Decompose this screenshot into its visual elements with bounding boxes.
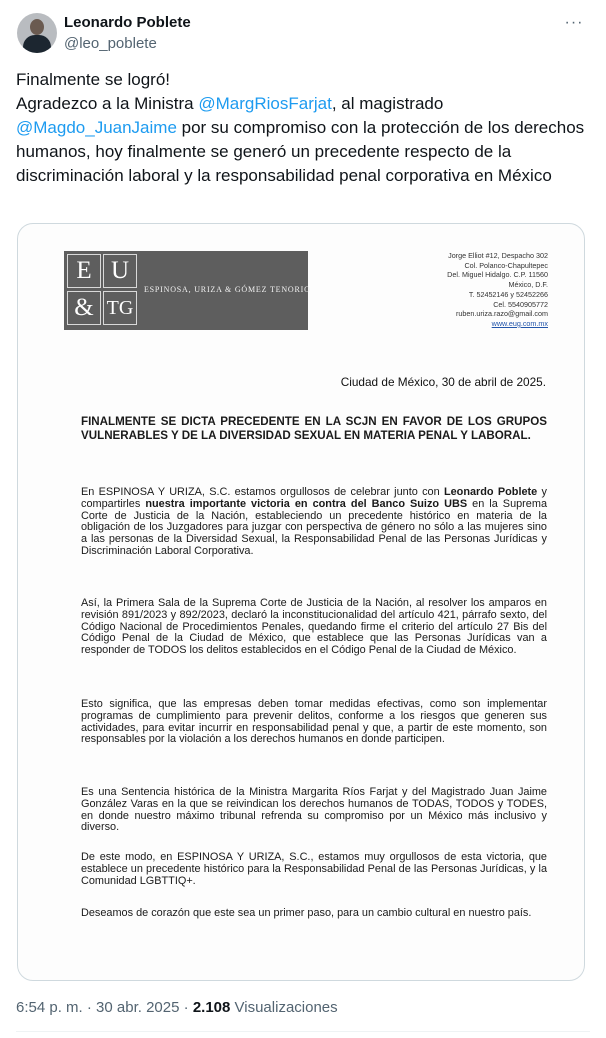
- tweet-text-part: , al magistrado: [331, 94, 444, 113]
- letter-paragraph-6: Deseamos de corazón que este sea un primer paso, para un cambio cultural en nuestro país.: [81, 907, 532, 919]
- logo-grid: [67, 254, 137, 327]
- logo-firm-name: ESPINOSA, URIZA & GÓMEZ TENORIO: [144, 285, 311, 294]
- letter-paragraph-4: Es una Sentencia histórica de la Ministra Margarita Ríos Farjat y del Magistrado Juan Jaime González Varas en la que se reivindican los derechos humanos de TODAS, TODOS y TODES, en donde nuestro máximo tribunal refrenda su compromiso por un México más inclusivo y diverso.: [81, 786, 547, 834]
- more-options-button[interactable]: [563, 12, 585, 34]
- attached-image[interactable]: [17, 223, 585, 981]
- avatar[interactable]: [17, 13, 57, 53]
- letter-heading: FINALMENTE SE DICTA PRECEDENTE EN LA SCJN EN FAVOR DE LOS GRUPOS VULNERABLES Y DE LA DIVERSIDAD SEXUAL EN MATERIA PENAL Y LABORAL.: [81, 415, 547, 442]
- paragraph-text: en la Suprema Corte de Justicia de la Nación, estableciendo un precedente histórico en materia de la obligación de los Juzgadores para juzgar con perspectiva de género no sólo a las mujeres sino a las personas de la Diversidad Sexual, la Responsabilidad Penal de las Personas Jurídicas y Discriminación Laboral Corporativa.: [81, 497, 547, 557]
- logo-letters-tg: TG: [103, 291, 137, 325]
- meta-separator: ·: [82, 999, 97, 1016]
- avatar-head: [30, 19, 44, 35]
- tweet-text: [16, 68, 591, 188]
- mention-link-margriosfarjat[interactable]: @MargRiosFarjat: [198, 94, 332, 113]
- firm-logo: [64, 251, 311, 330]
- paragraph-bold-text: nuestra importante victoria en contra del Banco Suizo UBS: [145, 497, 468, 510]
- contact-website: www.eug.com.mx: [491, 318, 548, 328]
- views-count[interactable]: 2.108: [192, 999, 231, 1016]
- tweet-text-part: por su compromiso con la protección de los derechos humanos, hoy finalmente se generó un precedente respecto de la discriminación laboral y la responsabilidad penal corporativa en México: [16, 118, 585, 185]
- paragraph-text: y compartirles: [81, 486, 547, 510]
- tweet-line-1: Finalmente se logró!: [16, 70, 171, 89]
- letter-paragraph-3: Esto significa, que las empresas deben tomar medidas efectivas, como son implementar programas de cumplimiento para prevenir delitos, conforme a los riesgos que generen sus actividades, para evitar incurrir en responsabilidad penal y que, a partir de este momento, son responsables por la violación a los derechos humanos en donde participen.: [81, 698, 547, 746]
- contact-address: Jorge Elliot #12, Despacho 302: [448, 251, 548, 260]
- more-icon: ···: [564, 14, 584, 31]
- contact-block: [447, 251, 548, 329]
- letter-paragraph-5: De este modo, en ESPINOSA Y URIZA, S.C., estamos muy orgullosos de esta victoria, que establece un precedente histórico para la Responsabilidad Penal de las Personas Jurídicas, y la Comunidad LGBTTIQ+.: [81, 851, 547, 887]
- contact-phone: T. 52452146 y 52452266: [468, 289, 548, 299]
- author-handle[interactable]: @leo_poblete: [64, 35, 157, 52]
- logo-letter-e: E: [67, 254, 101, 288]
- letter-date: Ciudad de México, 30 de abril de 2025.: [340, 375, 546, 389]
- contact-colonia: Col. Polanco-Chapultepec: [464, 260, 548, 270]
- letter-document: [18, 224, 584, 980]
- avatar-body: [23, 35, 51, 53]
- paragraph-bold-text: Leonardo Poblete: [443, 486, 538, 498]
- contact-delegacion: Del. Miguel Hidalgo. C.P. 11560: [447, 270, 548, 280]
- contact-email: ruben.uriza.razo@gmail.com: [456, 309, 548, 319]
- author-display-name[interactable]: Leonardo Poblete: [64, 14, 191, 31]
- tweet-time[interactable]: 6:54 p. m.: [16, 999, 83, 1016]
- logo-ampersand: &: [67, 291, 101, 325]
- tweet-meta: [16, 998, 338, 1018]
- letter-paragraph-1: [81, 487, 547, 558]
- contact-city: México, D.F.: [508, 280, 548, 290]
- logo-letter-u: U: [103, 254, 137, 288]
- contact-cell: Cel. 5540905772: [493, 299, 548, 309]
- mention-link-magdo-juanjaime[interactable]: @Magdo_JuanJaime: [16, 118, 177, 137]
- paragraph-text: En ESPINOSA Y URIZA, S.C. estamos orgullosos de celebrar junto con: [81, 486, 444, 498]
- tweet-body: [16, 92, 591, 188]
- letter-paragraph-2: Así, la Primera Sala de la Suprema Corte de Justicia de la Nación, al resolver los amparos en revisión 891/2023 y 892/2023, declaró la inconstitucionalidad del artículo 421, párrafo sexto, del Código Nacional de Procedimientos Penales, quedando firme el criterio del artículo 27 Bis del Código Penal de la Ciudad de México, que establece que las Personas Jurídicas van a responder de TODOS los delitos establecidos en el Código Penal de la Ciudad de México.: [81, 597, 547, 657]
- views-label: Visualizaciones: [230, 999, 338, 1016]
- divider: [16, 1031, 590, 1032]
- tweet-text-part: Agradezco a la Ministra: [16, 94, 199, 113]
- meta-separator: ·: [179, 999, 193, 1016]
- tweet-date[interactable]: 30 abr. 2025: [96, 999, 180, 1016]
